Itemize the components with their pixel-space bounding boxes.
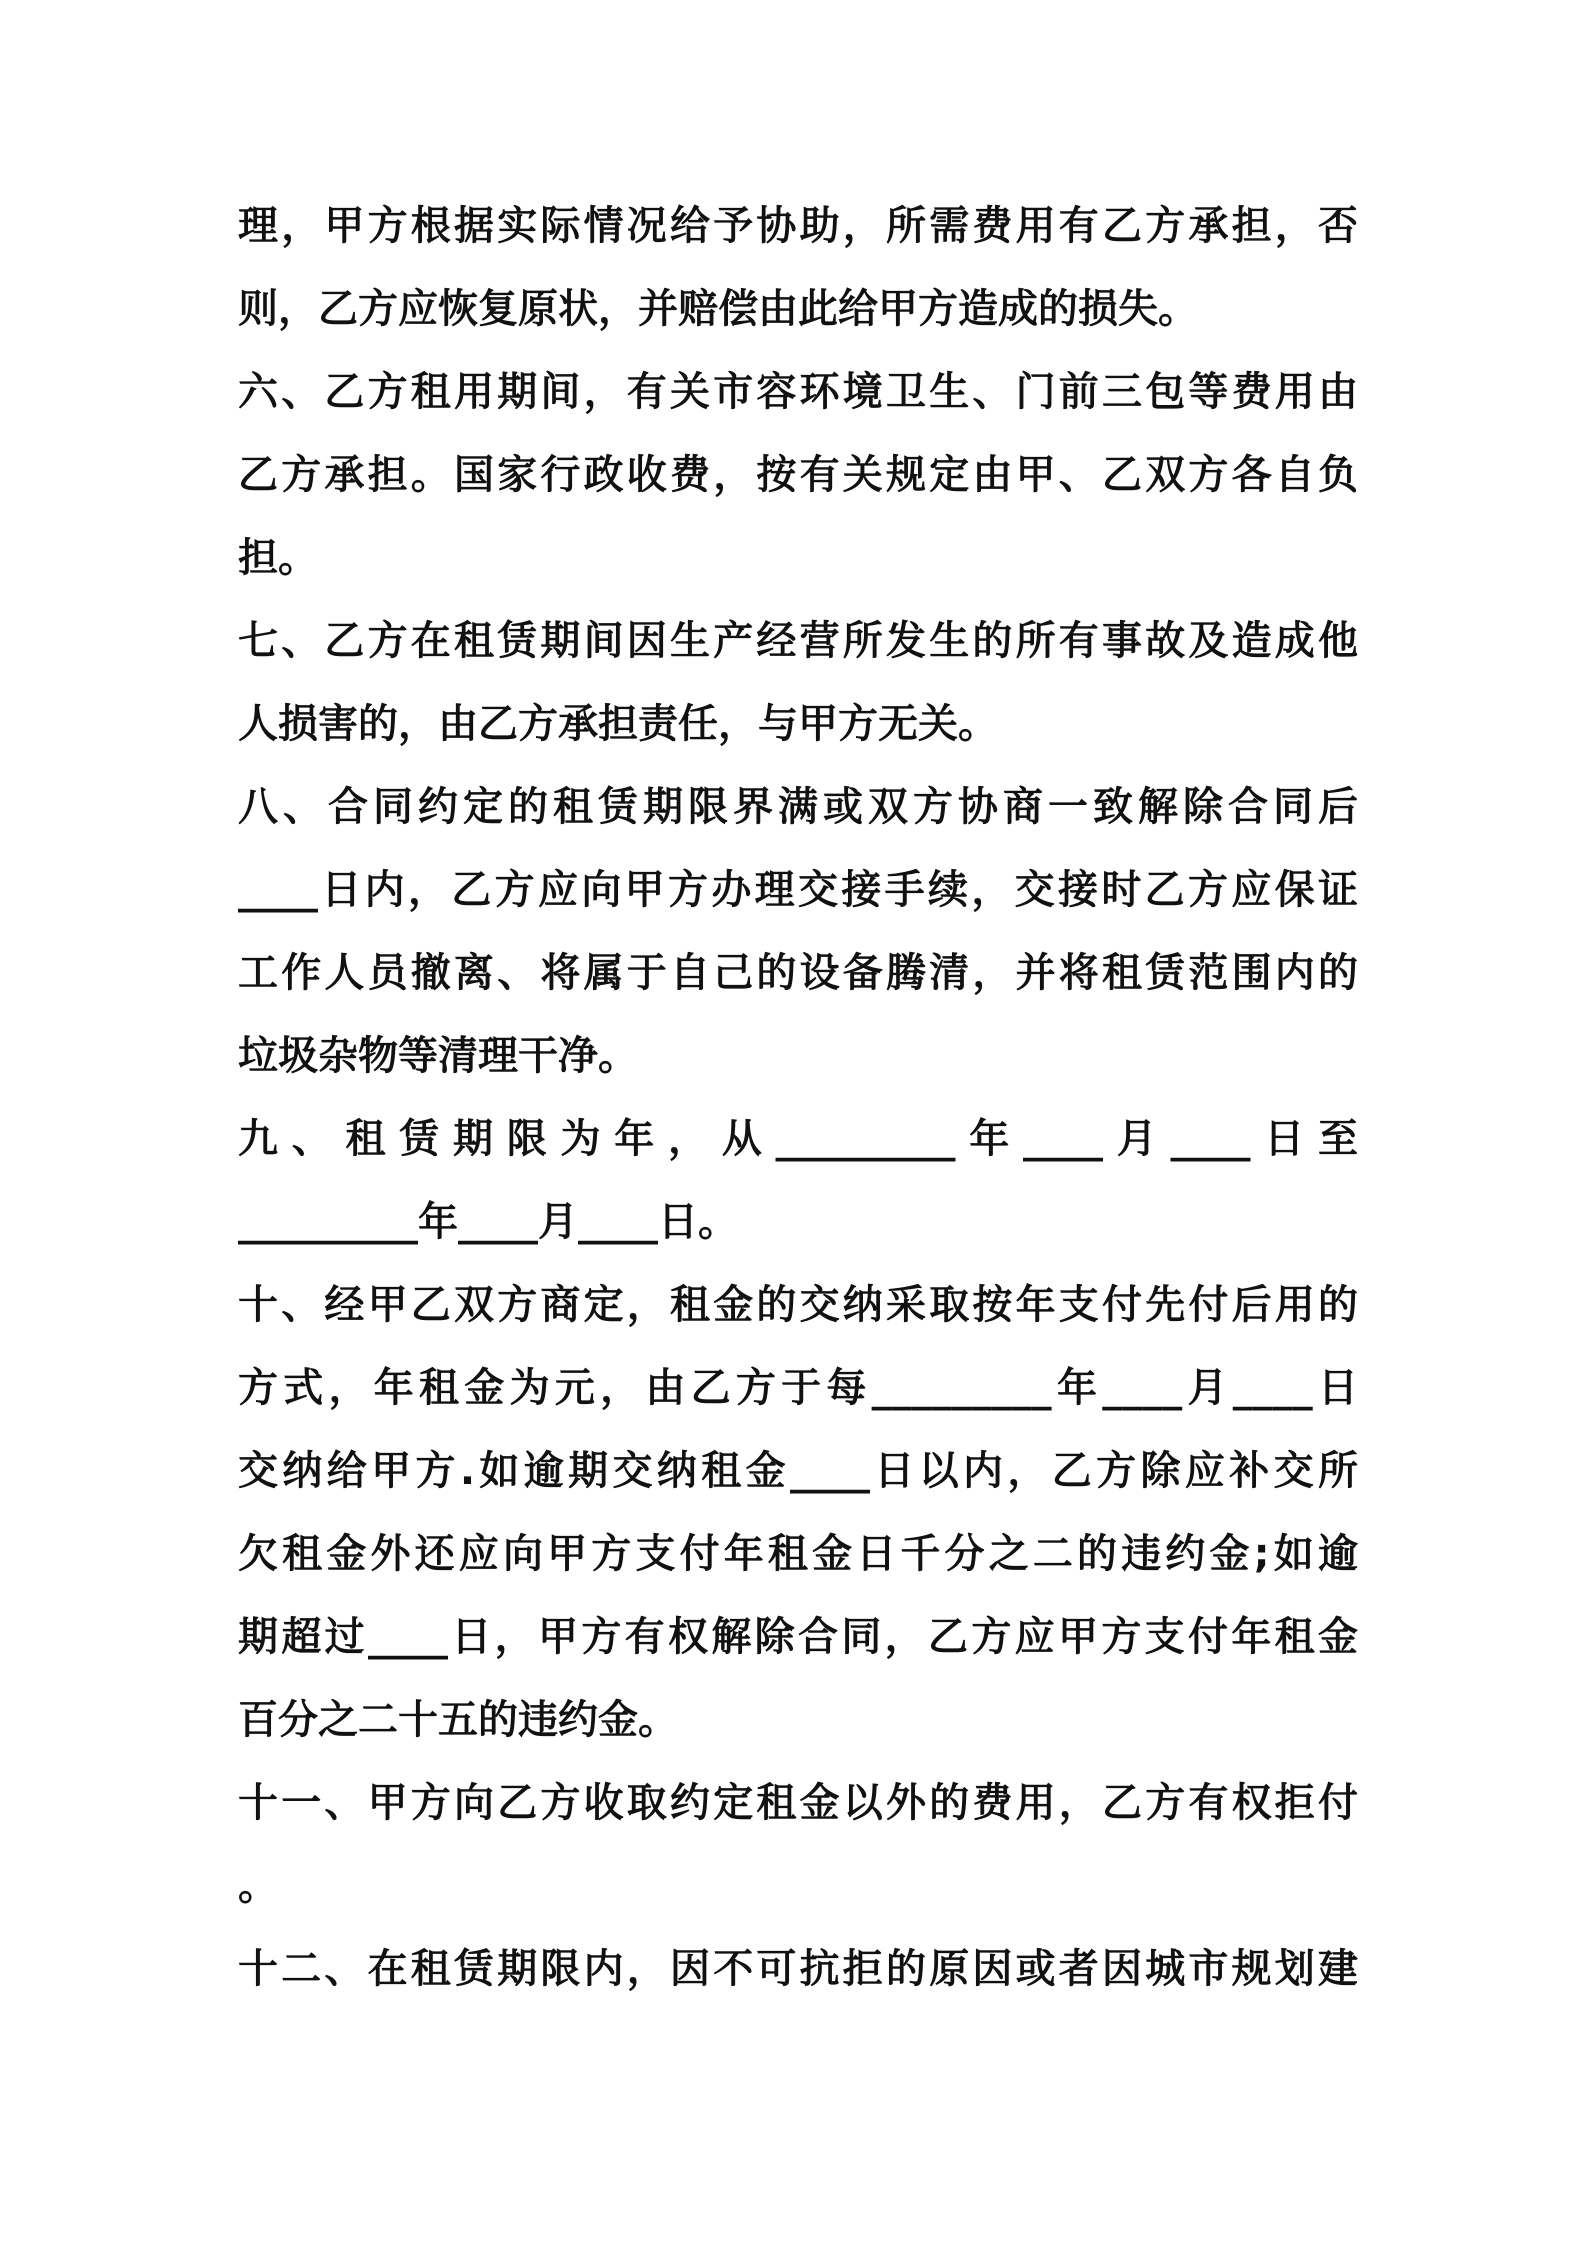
- text-line: 十二、在租赁期限内，因不可抗拒的原因或者因城市规划建: [238, 1946, 1358, 1992]
- text-line: 七、乙方在租赁期间因生产经营所发生的所有事故及造成他: [238, 618, 1358, 664]
- text-line: 。: [238, 1863, 278, 1909]
- text-line: 垃圾杂物等清理干净。: [238, 1033, 638, 1079]
- text-line: 担。: [238, 535, 318, 581]
- text-line: 十一、甲方向乙方收取约定租金以外的费用，乙方有权拒付: [238, 1780, 1358, 1826]
- text-line: 工作人员撤离、将属于自己的设备腾清，并将租赁范围内的: [238, 950, 1358, 996]
- text-line: 六、乙方租用期间，有关市容环境卫生、门前三包等费用由: [238, 369, 1358, 415]
- text-line: 则，乙方应恢复原状，并赔偿由此给甲方造成的损失。: [238, 286, 1198, 332]
- text-line: 九、租赁期限为年，从_________年____月____日至: [238, 1116, 1358, 1162]
- text-line: 交纳给甲方.如逾期交纳租金____日以内，乙方除应补交所: [238, 1448, 1358, 1494]
- text-line: _________年____月____日。: [238, 1199, 738, 1245]
- text-line: 人损害的，由乙方承担责任，与甲方无关。: [238, 701, 998, 747]
- text-line: 期超过____日，甲方有权解除合同，乙方应甲方支付年租金: [238, 1614, 1358, 1660]
- text-line: 百分之二十五的违约金。: [238, 1697, 678, 1743]
- document-body: [238, 185, 1358, 2011]
- text-line: ____日内，乙方应向甲方办理交接手续，交接时乙方应保证: [238, 867, 1358, 913]
- text-line: 理，甲方根据实际情况给予协助，所需费用有乙方承担，否: [238, 203, 1358, 249]
- text-line: 欠租金外还应向甲方支付年租金日千分之二的违约金;如逾: [238, 1531, 1358, 1577]
- text-line: 乙方承担。国家行政收费，按有关规定由甲、乙双方各自负: [238, 452, 1358, 498]
- text-line: 方式，年租金为元，由乙方于每_________年____月____日: [238, 1365, 1358, 1411]
- text-line: 十、经甲乙双方商定，租金的交纳采取按年支付先付后用的: [238, 1282, 1358, 1328]
- text-line: 八、合同约定的租赁期限界满或双方协商一致解除合同后: [238, 784, 1358, 830]
